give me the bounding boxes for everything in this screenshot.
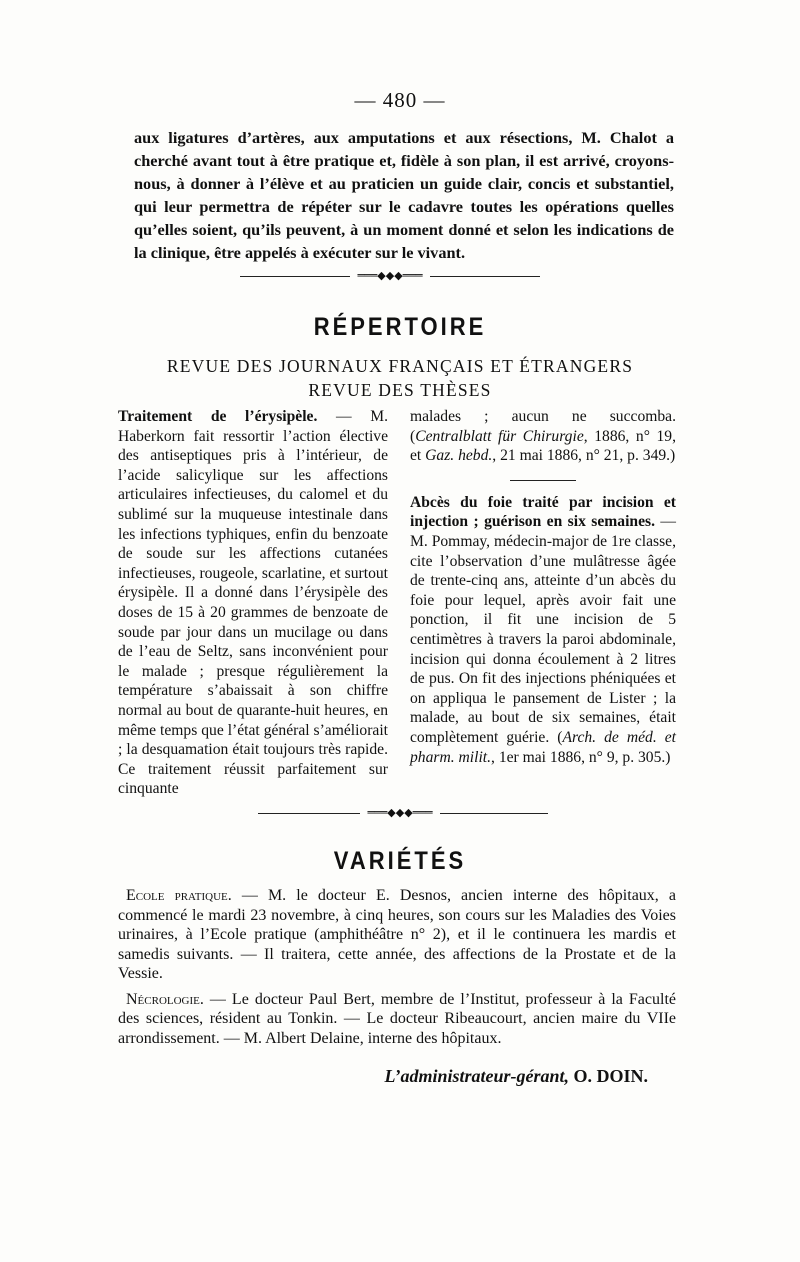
repertoire-title: RÉPERTOIRE [313, 312, 487, 341]
signature [0, 1066, 648, 1087]
intro-text: aux ligatures d’artères, aux amputations et aux résections, M. Chalot a cherché avant tout à être pratique et, fidèle à son plan, il est arrivé, croyons-nous, à donner à l’élève et au praticien un guide clair, concis et substantiel, qui leur permettra de répéter sur le cadavre toutes les opérations quelles qu’elles soient, qu’ils peuvent, à un moment donné et selon les indications de la clinique, être appelés à exécuter sur le vivant. [134, 128, 674, 262]
item-text: — Le docteur Paul Bert, membre de l’Institut, professeur à la Faculté des sciences, résident au Tonkin. — Le docteur Ribeaucourt, ancien maire du VIIe arrondissement. — M. Albert Delaine, interne des hôpitaux. [118, 990, 676, 1047]
article-body: — M. Haberkorn fait ressortir l’action élective des antiseptiques pris à l’intérieur, de l’acide salicylique sur les affections articulaires infectieuses, du calomel et du sublimé sur la muqueuse intestinale dans les infections typhiques, enfin du benzoate de soude sur les affections cutanées infectieuses, rougeole, scarlatine, et surtout érysipèle. Il a donné dans l’érysipèle des doses de 15 à 20 grammes de benzoate de soude par jour dans un mucilage ou dans de l’eau de Seltz, sans inconvénient pour le malade ; presque régulièrement la température s’abaissait à son chiffre normal au bout de quarante-huit heures, en même temps que l’état général s’améliorait ; la desquamation était toujours très rapide. Ce traitement réussit parfaitement sur cinquante [118, 408, 389, 798]
article-heading: Abcès du foie traité par incision et injection ; guérison en six semaines. [410, 493, 676, 531]
divider-ornament: ═══◆◆◆═══ [360, 807, 440, 818]
repertoire-subtitle-theses: REVUE DES THÈSES [308, 380, 492, 400]
article-abces [410, 493, 676, 767]
source-gaz-hebd: Gaz. hebd. [425, 447, 493, 465]
item-label: Nécrologie. [126, 990, 204, 1008]
article-column-left [118, 407, 388, 799]
repertoire-subtitle-journals: REVUE DES JOURNAUX FRANÇAIS ET ÉTRANGERS [166, 356, 634, 376]
article-body: — M. Pommay, médecin-major de 1re classe, cite l’observation d’une mulâtresse âgée de trente-cinq ans, atteinte d’un abcès du foie pour lequel, après avoir fait une ponction, il fit une incision de 5 centimètres à travers la paroi abdominale, incision qui donna écoulement à 2 litres de pus. On fit des injections phéniquées et on appliqua le pansement de Lister ; la malade, au bout de six semaines, était complètement guérie. ( [410, 513, 676, 746]
source-centralblatt: Centralblatt für Chirurgie [415, 427, 584, 445]
article-column-right [410, 407, 676, 767]
signature-role: L’administrateur-gérant, [384, 1066, 569, 1086]
divider-ornament: ═══◆◆◆═══ [350, 270, 430, 281]
source-detail: , 21 mai 1886, n° 21, p. 349.) [492, 447, 676, 465]
item-text: — M. le docteur E. Desnos, ancien interne des hôpitaux, a commencé le mardi 23 novembre, à cinq heures, son cours sur les Maladies des Voies urinaires, à l’Ecole pratique (amphithéâtre n° 2), et il le continuera les mardis et samedis suivants. — Il traitera, cette année, des affections de la Prostate et de la Vessie. [118, 887, 676, 982]
intro-paragraph [134, 126, 674, 264]
continuation-text: malades ; aucun ne succomba. ( [410, 408, 676, 445]
page-number: — 480 — [354, 88, 446, 112]
article-erysipele-continuation [410, 407, 676, 466]
varietes-section [118, 886, 676, 1054]
source-arch-med: Arch. de méd. et pharm. milit. [410, 728, 676, 766]
article-erysipele [118, 407, 388, 799]
varietes-title: VARIÉTÉS [333, 846, 467, 875]
source-detail: , 1886, n° 19, et [410, 427, 676, 465]
signature-name: O. DOIN. [573, 1066, 648, 1086]
article-heading: Traitement de l’érysipèle. [118, 408, 318, 425]
article-separator [510, 480, 576, 481]
varietes-ecole-pratique [118, 886, 676, 984]
item-label: Ecole pratique. [126, 887, 232, 904]
varietes-necrologie [118, 990, 676, 1049]
source-detail: , 1er mai 1886, n° 9, p. 305.) [491, 748, 671, 766]
